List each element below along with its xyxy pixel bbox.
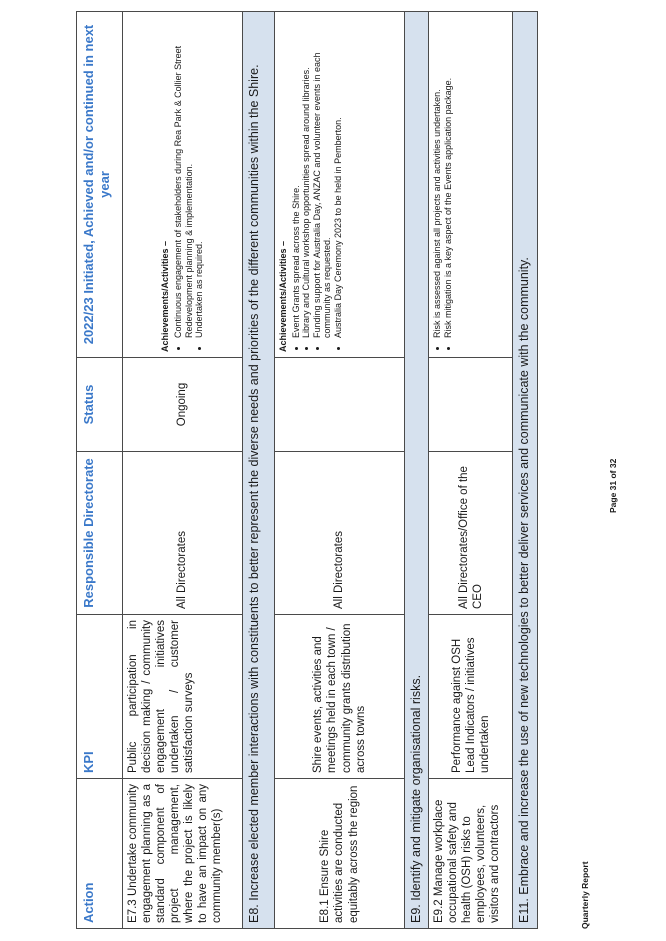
achievements-label: Achievements/Activities – [160,240,171,352]
action-cell: E7.3 Undertake community engagement planning as a standard component of project management, where the project is likely to have an impact on any community member(s) [123,779,243,929]
header-achievements: 2022/23 Initiated, Achieved and/or continued in next year [77,12,123,358]
footer-report-title: Quarterly Report [580,861,590,929]
achievement-item: • Risk mitigation is a key aspect of the Events application package. [443,17,454,338]
section-heading-e8: E8. Increase elected member interactions with constituents to better represent the diverse needs and priorities of the different communities within the Shire. [243,12,275,929]
achievement-item: • Library and Cultural workshop opportunities spread around libraries. [301,17,312,338]
section-heading-e9: E9. Identify and mitigate organisational risks. [405,12,429,929]
table-row-e9-2 [429,12,513,929]
header-status: Status [77,358,123,452]
kpi-cell: Shire events, activities and meetings held in each town / community grants distribution across towns [275,615,405,779]
header-responsible: Responsible Directorate [77,452,123,615]
achievements-list [291,17,344,352]
action-cell: E9.2 Manage workplace occupational safety and health (OSH) risks to employees, volunteers, visitors and contractors [429,779,513,929]
status-cell: Ongoing [123,358,243,452]
responsible-cell: All Directorates [275,452,405,615]
achievement-item: • Continuous engagement of stakeholders during Rea Park & Collier Street Redevelopment planning & implementation. [173,17,194,338]
achievements-list [173,17,205,352]
responsible-cell: All Directorates/Office of the CEO [429,452,513,615]
action-cell: E8.1 Ensure Shire activities are conducted equitably across the region [275,779,405,929]
header-action: Action [77,779,123,929]
status-cell [429,358,513,452]
footer-page-number: Page 31 of 32 [608,458,618,513]
section-row-e11 [513,12,537,929]
table-row-e7-3 [123,12,243,929]
achievements-cell [429,12,513,358]
header-kpi: KPI [77,615,123,779]
kpi-cell: Performance against OSH Lead Indicators / initiatives undertaken [429,615,513,779]
status-cell [275,358,405,452]
achievement-item: • Australia Day Ceremony 2023 to be held in Pemberton. [333,17,344,338]
achievements-list [432,17,453,352]
achievements-label: Achievements/Activities – [278,240,288,352]
table-row-e8-1 [275,12,405,929]
achievement-item: • Undertaken as required. [194,17,205,338]
kpi-cell: Public participation in decision making / community engagement initiatives undertaken / customer satisfaction surveys [123,615,243,779]
section-row-e9 [405,12,429,929]
achievement-item: • Risk is assessed against all projects and activities undertaken. [432,17,443,338]
section-row-e8 [243,12,275,929]
section-heading-e11: E11. Embrace and increase the use of new technologies to better deliver services and communicate with the community. [513,12,537,929]
header-row [77,12,123,929]
achievements-cell [123,12,243,358]
achievement-item: • Funding support for Australia Day, ANZAC and volunteer events in each community as requested. [312,17,333,338]
responsible-cell: All Directorates [123,452,243,615]
achievements-cell [275,12,405,358]
strategy-table [76,11,538,929]
achievement-item: • Event Grants spread across the Shire. [291,17,302,338]
